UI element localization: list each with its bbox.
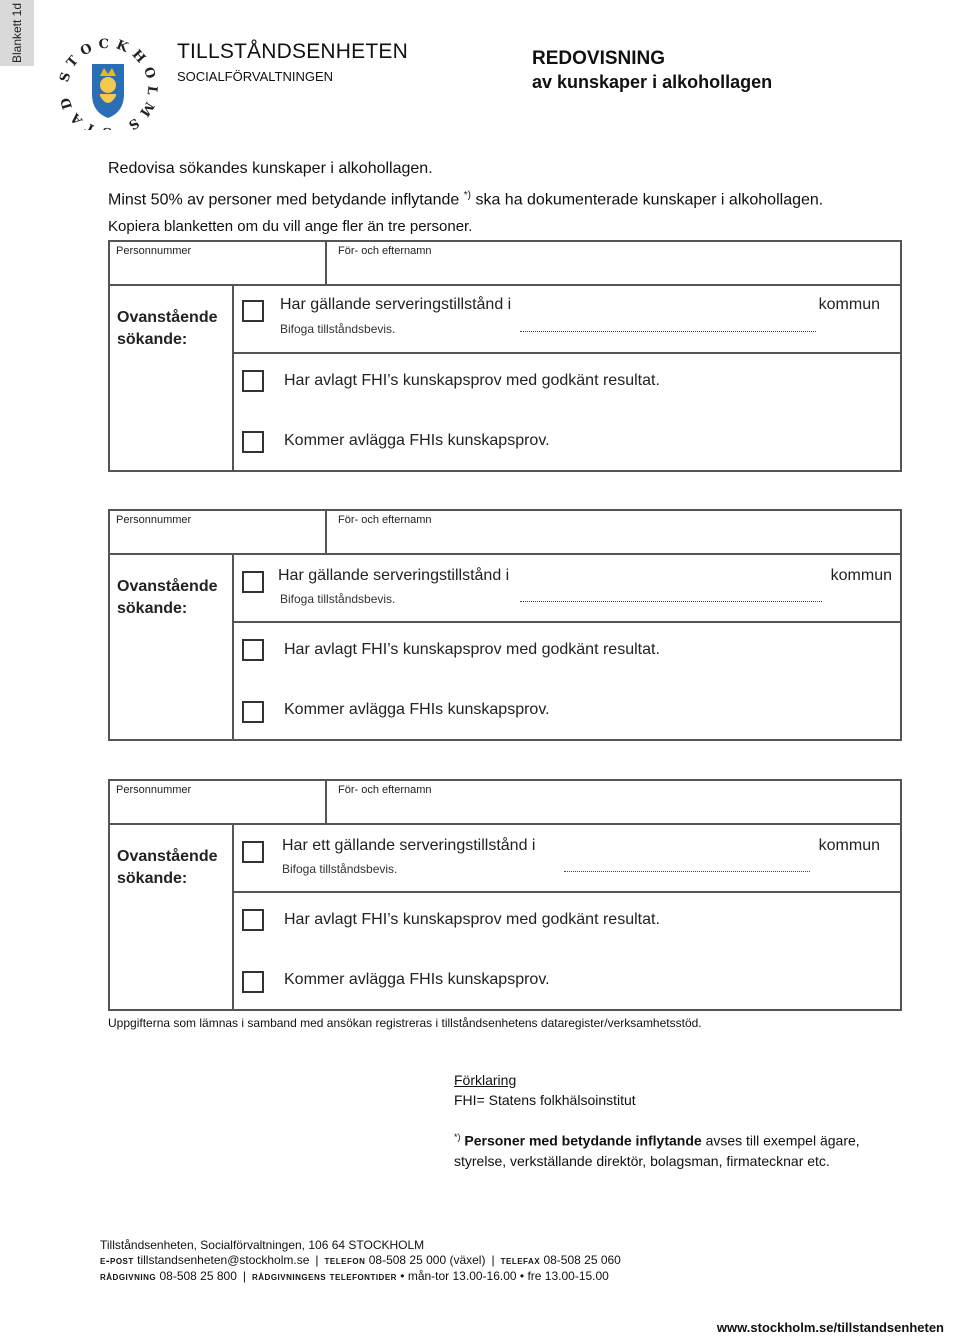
personnummer-field[interactable]: Personnummer — [116, 245, 192, 257]
intro-text — [108, 155, 823, 240]
will-take-exam-text: Kommer avlägga FHIs kunskapsprov. — [284, 971, 550, 988]
passed-exam-text: Har avlagt FHI’s kunskapsprov med godkänt resultat. — [284, 911, 660, 928]
serving-permit-checkbox[interactable] — [242, 300, 264, 322]
footer-address: Tillståndsenheten, Socialförvaltningen, 106 64 STOCKHOLM — [100, 1238, 425, 1252]
form-number-tab — [0, 0, 34, 66]
applicant-block-1 — [108, 240, 902, 472]
org-title: TILLSTÅNDSENHETEN — [177, 40, 408, 63]
options-box — [232, 553, 900, 739]
serving-permit-checkbox[interactable] — [242, 571, 264, 593]
footer-contacts: e-post tillstandsenheten@stockholm.se | telefon 08-508 25 000 (växel) | telefax 08-508 25 060 — [100, 1253, 621, 1267]
passed-exam-checkbox[interactable] — [242, 639, 264, 661]
applicant-label: Ovanstående sökande: — [117, 848, 218, 887]
attach-permit-text: Bifoga tillståndsbevis. — [280, 592, 396, 606]
explanation — [454, 1070, 636, 1110]
passed-exam-checkbox[interactable] — [242, 909, 264, 931]
applicant-block-2 — [108, 509, 902, 741]
personnummer-field[interactable]: Personnummer — [116, 784, 192, 796]
form-number-label: Blankett 1d — [10, 2, 24, 64]
email-link[interactable]: tillstandsenheten@stockholm.se — [137, 1253, 310, 1267]
document-subtitle: av kunskaper i alkohollagen — [532, 72, 773, 92]
serving-permit-checkbox[interactable] — [242, 841, 264, 863]
org-subtitle: SOCIALFÖRVALTNINGEN — [177, 69, 334, 84]
intro-line-2: Minst 50% av personer med betydande inflytande *) ska ha dokumenterade kunskaper i alkohollagen. — [108, 190, 824, 209]
municipality-input-line[interactable] — [520, 331, 816, 332]
applicant-id-row — [110, 781, 900, 825]
explanation-heading: Förklaring — [454, 1072, 517, 1088]
applicant-id-row — [110, 242, 900, 286]
fhi-definition: FHI= Statens folkhälsoinstitut — [454, 1092, 636, 1108]
influence-definition: *) Personer med betydande inflytande avses till exempel ägare, styrelse, verkställande direktör, bolagsman, firmatecknar etc. — [454, 1132, 860, 1169]
will-take-exam-text: Kommer avlägga FHIs kunskapsprov. — [284, 701, 550, 718]
passed-exam-checkbox[interactable] — [242, 370, 264, 392]
municipality-input-line[interactable] — [520, 601, 822, 602]
options-box — [232, 284, 900, 470]
will-take-exam-text: Kommer avlägga FHIs kunskapsprov. — [284, 432, 550, 449]
municipality-input-line[interactable] — [564, 871, 810, 872]
kommun-label: kommun — [830, 567, 892, 584]
kommun-label: kommun — [818, 296, 880, 313]
document-title: REDOVISNING — [532, 48, 666, 69]
personnummer-field[interactable]: Personnummer — [116, 514, 192, 526]
serving-permit-text: Har ett gällande serveringstillstånd i — [282, 837, 536, 854]
svg-text:STOCKHOLMS STAD: STOCKHOLMS TAD — [58, 38, 158, 130]
name-field[interactable]: För- och efternamn — [338, 784, 432, 796]
passed-exam-text: Har avlagt FHI’s kunskapsprov med godkänt resultat. — [284, 372, 660, 389]
footer-advice: rådgivning 08-508 25 800 | rådgivningens telefontider • mån-tor 13.00-16.00 • fre 13.00-15.00 — [100, 1269, 609, 1283]
name-field[interactable]: För- och efternamn — [338, 245, 432, 257]
name-field[interactable]: För- och efternamn — [338, 514, 432, 526]
serving-permit-text: Har gällande serveringstillstånd i — [280, 296, 512, 313]
serving-permit-text: Har gällande serveringstillstånd i — [278, 567, 510, 584]
applicant-label: Ovanstående sökande: — [117, 309, 218, 348]
data-register-note: Uppgifterna som lämnas i samband med ansökan registreras i tillståndsenhetens dataregister/verksamhetsstöd. — [108, 1016, 702, 1030]
attach-permit-text: Bifoga tillståndsbevis. — [282, 862, 398, 876]
applicant-block-3 — [108, 779, 902, 1011]
applicant-id-row — [110, 511, 900, 555]
attach-permit-text: Bifoga tillståndsbevis. — [280, 322, 396, 336]
contact-footer — [100, 1238, 621, 1285]
stockholm-crest-icon — [58, 38, 158, 130]
kommun-label: kommun — [818, 837, 880, 854]
website-link[interactable]: www.stockholm.se/tillstandsenheten — [716, 1320, 944, 1335]
will-take-exam-checkbox[interactable] — [242, 431, 264, 453]
intro-line-3: Kopiera blanketten om du vill ange fler än tre personer. — [108, 218, 473, 236]
stockholm-logo — [58, 38, 158, 130]
applicant-label: Ovanstående sökande: — [117, 578, 218, 617]
passed-exam-text: Har avlagt FHI’s kunskapsprov med godkänt resultat. — [284, 641, 660, 658]
options-box — [232, 823, 900, 1009]
intro-line-1: Redovisa sökandes kunskaper i alkohollagen. — [108, 160, 433, 177]
will-take-exam-checkbox[interactable] — [242, 701, 264, 723]
will-take-exam-checkbox[interactable] — [242, 971, 264, 993]
